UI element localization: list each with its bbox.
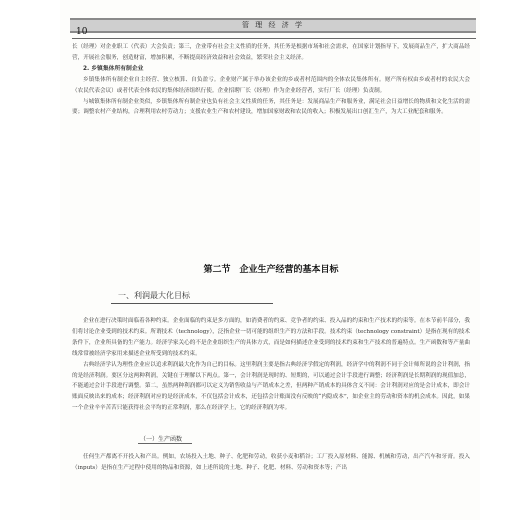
running-header-bar	[70, 18, 476, 33]
page-number: 10	[76, 27, 88, 37]
paragraph: 长（经理）对企业职工（代表）大会负责；第三，企业带有社会主义性质的任务，其任务是根据市场和社会需求，在国家计划指导下，发展商品生产，扩大商品经营，开展社会服务，创造财富，增加积累，不断提高经济效益和社会效益，繁荣社会主义经济。	[72, 44, 470, 61]
body-text-block	[72, 316, 470, 414]
heading-rule	[138, 443, 192, 444]
paragraph: 乡镇集体所有制企业自主经营、独立核算、自负盈亏。企业财产属于举办该企业的乡或者村范围内的全体农民集体所有。财产所有权由乡或者村的农民大会（农民代表会议）或者代表全体农民的集体经济组织行使。企业招聘厂长（经理）作为企业经营者，实行厂长（经理）负责制。	[72, 76, 470, 94]
paragraph: 企业在进行决策时面临着各种约束。企业面临的约束是多方面的，如消费者的约束、竞争者的约束、投入品的约束和生产技术的约束等。在本节前半部分，我们将讨论企业受到的技术约束。所谓技术（technology），泛指企业一切可能的组织生产的方法和手段。技术约束（technology constraint）是指在现有的技术条件下，企业所具备的生产能力。经济学家关心的不是企业组织生产的具体方式，而是如何描述企业受到的技术约束和生产技术的普遍特点。生产函数和等产量曲线常常被经济学家用来描述企业所受到的技术约束。	[72, 318, 470, 357]
paragraph: 任何生产都离不开投入和产出。例如，农场投入土地、种子、化肥和劳动，收获小麦和稻谷；工厂投入原材料、能源、机械和劳动，出产汽车和牙膏。投入（inputs）是指在生产过程中使用的物品和资源，如上述所说的土地、种子、化肥、材料、劳动和资本等；产出	[72, 454, 470, 471]
section-title: 第二节 企业生产经营的基本目标	[203, 265, 339, 275]
subsection-heading: 2. 乡镇集体所有制企业	[83, 65, 144, 72]
heading-level2: 一、利润最大化目标	[118, 291, 190, 300]
top-text-block	[72, 42, 470, 118]
bottom-text-block	[72, 452, 470, 474]
running-title: 管 理 经 济 学	[242, 21, 304, 29]
heading-rule	[111, 303, 273, 304]
heading-level3: （一）生产函数	[140, 436, 183, 443]
paragraph: 与城镇集体所有制企业类似，乡镇集体所有制企业也负有社会主义性质的任务，其任务是：发展商品生产和服务业，满足社会日益增长的物质和文化生活的需要；调整农村产业结构，合理利用农村劳动力；支援农业生产和农村建设，增加国家财政和农民的收入；积极发展出口创汇生产，为大工业配套和服务。	[72, 98, 470, 116]
paragraph: 古典经济学认为理性企业应以追求利润最大化作为自己的目标。这里利润主要是指古典经济学假定的利润，经济学中的利润不同于会计师所说的会计利润，指的是经济利润。要区分这两种利润，关键在于理解以下两点。第一，会计利润是现时的、短期的，可以通过会计手段进行调整；经济利润是长期利润的现值加总，不能通过会计手段进行调整。第二，虽然两种利润都可以定义为销售收益与产销成本之差，但两种产销成本的具体含义不同：会计利润对应的是会计成本，即会计账面反映出来的成本；经济利润对应的是经济成本，不仅包括会计成本，还包括会计账面没有反映的“内隐成本”，如企业主的劳动和资本的机会成本。因此，如果一个企业辛辛苦苦只能获得社会平均的正常利润，那么在经济学上，它的经济利润为零。	[72, 361, 470, 412]
header-rule	[72, 38, 476, 39]
